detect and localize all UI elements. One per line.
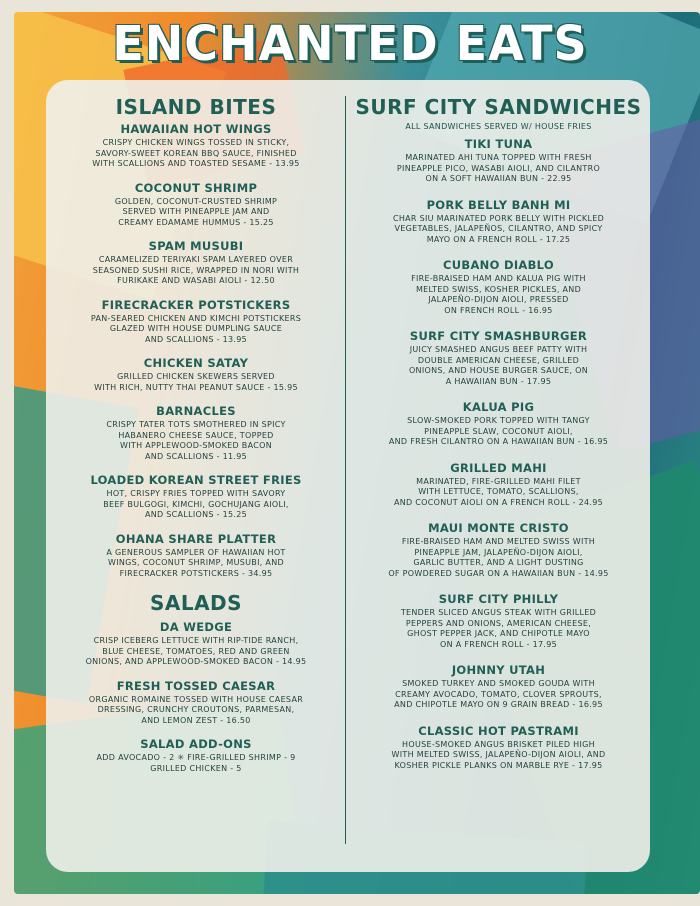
menu-item-name: KALUA PIG xyxy=(462,400,535,414)
menu-item-name: SALAD ADD-ONS xyxy=(140,737,252,751)
menu-item-description: FIRE-BRAISED HAM AND KALUA PIG WITH MELTED SWISS, KOSHER PICKLES, AND JALAPEÑO-DIJON AIOLI, PRESSED ON FRENCH ROLL - 16.95 xyxy=(411,274,586,315)
menu-item-name: SURF CITY PHILLY xyxy=(438,592,559,606)
menu-item-name: DA WEDGE xyxy=(159,620,233,634)
menu-item-name: LOADED KOREAN STREET FRIES xyxy=(90,473,302,487)
menu-item-description: CARAMELIZED TERIYAKI SPAM LAYERED OVER SEASONED SUSHI RICE, WRAPPED IN NORI WITH FURIKAKE AND WASABI AIOLI - 12.50 xyxy=(92,255,300,285)
menu-item xyxy=(355,137,642,185)
sandwiches-list xyxy=(355,137,642,771)
menu-item xyxy=(60,737,332,774)
menu-item-name: SPAM MUSUBI xyxy=(148,239,244,253)
menu-item-name: CLASSIC HOT PASTRAMI xyxy=(418,723,579,738)
menu-item-name: HAWAIIAN HOT WINGS xyxy=(120,122,272,136)
menu-item xyxy=(60,239,332,287)
menu-item-name: BARNACLES xyxy=(156,404,236,418)
menu-item-name: SURF CITY SMASHBURGER xyxy=(409,329,588,343)
menu-item xyxy=(60,620,332,668)
menu-item-description: FIRE-BRAISED HAM AND MELTED SWISS WITH PINEAPPLE JAM, JALAPEÑO-DIJON AIOLI, GARLIC BUTTER, AND A LIGHT DUSTING OF POWDERED SUGAR ON A HAWAIIAN BUN - 14.95 xyxy=(388,537,609,578)
menu-item-name: JOHNNY UTAH xyxy=(451,663,546,677)
menu-item-description: GRILLED CHICKEN SKEWERS SERVED WITH RICH, NUTTY THAI PEANUT SAUCE - 15.95 xyxy=(94,372,298,392)
menu-item-description: CRISP ICEBERG LETTUCE WITH RIP-TIDE RANCH, BLUE CHEESE, TOMATOES, RED AND GREEN ONIONS, AND APPLEWOOD-SMOKED BACON - 14.95 xyxy=(85,636,307,666)
menu-item-description: CRISPY CHICKEN WINGS TOSSED IN STICKY, SAVORY-SWEET KOREAN BBQ SAUCE, FINISHED WITH SCALLIONS AND TOASTED SESAME - 13.95 xyxy=(92,138,300,168)
menu-item xyxy=(355,461,642,509)
salads-list xyxy=(60,620,332,774)
right-column xyxy=(355,94,642,784)
menu-item-name: MAUI MONTE CRISTO xyxy=(428,521,569,535)
menu-item xyxy=(355,198,642,246)
menu-item-description: JUICY SMASHED ANGUS BEEF PATTY WITH DOUBLE AMERICAN CHEESE, GRILLED ONIONS, AND HOUSE BURGER SAUCE, ON A HAWAIIAN BUN - 17.95 xyxy=(408,345,589,386)
menu-item-name: OHANA SHARE PLATTER xyxy=(115,531,277,546)
menu-item xyxy=(355,724,642,772)
menu-item xyxy=(355,400,642,448)
island-bites-list xyxy=(60,122,332,579)
menu-item-description: SMOKED TURKEY AND SMOKED GOUDA WITH CREAMY AVOCADO, TOMATO, CLOVER SPROUTS, AND CHIPOTLE MAYO ON 9 GRAIN BREAD - 16.95 xyxy=(394,679,603,709)
menu-item-name: CHICKEN SATAY xyxy=(143,356,249,370)
menu-item-description: ORGANIC ROMAINE TOSSED WITH HOUSE CAESAR DRESSING, CRUNCHY CROUTONS, PARMESAN, AND LEMON ZEST - 16.50 xyxy=(88,694,304,725)
menu-item-name: COCONUT SHRIMP xyxy=(134,180,258,195)
menu-item-description: A GENEROUS SAMPLER OF HAWAIIAN HOT WINGS, COCONUT SHRIMP, MUSUBI, AND FIRECRACKER POTSTICKERS - 34.95 xyxy=(106,547,286,578)
menu-item-description: MARINATED AHI TUNA TOPPED WITH FRESH PINEAPPLE PICO, WASABI AIOLI, AND CILANTRO ON A SOFT HAWAIIAN BUN - 22.95 xyxy=(396,153,601,183)
restaurant-title: ENCHANTED EATS xyxy=(112,14,588,72)
menu-item-description: CHAR SIU MARINATED PORK BELLY WITH PICKLED VEGETABLES, JALAPEÑOS, CILANTRO, AND SPICY MAYO ON A FRENCH ROLL - 17.25 xyxy=(392,213,605,244)
menu-item xyxy=(355,329,642,387)
menu-item-description: HOT, CRISPY FRIES TOPPED WITH SAVORY BEEF BULGOGI, KIMCHI, GOCHUJANG AIOLI, AND SCALLIONS - 15.25 xyxy=(103,489,289,519)
menu-item xyxy=(355,592,642,650)
menu-item xyxy=(355,521,642,579)
menu-item-description: CRISPY TATER TOTS SMOTHERED IN SPICY HABANERO CHEESE SAUCE, TOPPED WITH APPLEWOOD-SMOKED BACON AND SCALLIONS - 11.95 xyxy=(106,420,286,461)
menu-item xyxy=(60,473,332,521)
section-heading-island-bites: ISLAND BITES xyxy=(115,95,277,119)
menu-item-description: MARINATED, FIRE-GRILLED MAHI FILET WITH LETTUCE, TOMATO, SCALLIONS, AND COCONUT AIOLI ON A FRENCH ROLL - 24.95 xyxy=(393,476,604,507)
menu-item-description: GOLDEN, COCONUT-CRUSTED SHRIMP SERVED WITH PINEAPPLE JAM AND CREAMY EDAMAME HUMMUS - 15.25 xyxy=(114,196,278,227)
menu-item xyxy=(60,404,332,462)
menu-item xyxy=(60,181,332,229)
menu-item xyxy=(60,356,332,393)
menu-item-name: PORK BELLY BANH MI xyxy=(426,197,571,212)
menu-item xyxy=(355,663,642,711)
menu-item-description: TENDER SLICED ANGUS STEAK WITH GRILLED PEPPERS AND ONIONS, AMERICAN CHEESE, GHOST PEPPER JACK, AND CHIPOTLE MAYO ON A FRENCH ROLL - 17.95 xyxy=(400,608,597,649)
menu-item-name: FIRECRACKER POTSTICKERS xyxy=(101,297,291,312)
menu-item-name: CUBANO DIABLO xyxy=(443,258,554,272)
section-heading-salads: SALADS xyxy=(149,591,243,615)
sandwiches-note: ALL SANDWICHES SERVED W/ HOUSE FRIES xyxy=(405,122,592,131)
menu-item xyxy=(60,679,332,727)
column-divider xyxy=(345,96,346,844)
menu-item-name: GRILLED MAHI xyxy=(450,460,547,475)
menu-item-description: SLOW-SMOKED PORK TOPPED WITH TANGY PINEAPPLE SLAW, COCONUT AIOLI, AND FRESH CILANTRO ON A HAWAIIAN BUN - 16.95 xyxy=(388,416,609,446)
menu-item-description: HOUSE-SMOKED ANGUS BRISKET PILED HIGH WITH MELTED SWISS, JALAPEÑO-DIJON AIOLI, AND KOSHER PICKLE PLANKS ON MARBLE RYE - 17.95 xyxy=(391,739,606,770)
left-column xyxy=(60,94,332,785)
menu-item-name: FRESH TOSSED CAESAR xyxy=(116,678,276,693)
menu-item xyxy=(60,298,332,346)
menu-item xyxy=(355,258,642,316)
menu-item-description: ADD AVOCADO - 2 ✳ FIRE-GRILLED SHRIMP - 9 GRILLED CHICKEN - 5 xyxy=(96,753,296,773)
menu-item xyxy=(60,122,332,170)
menu-item-name: TIKI TUNA xyxy=(464,137,533,151)
menu-item-description: PAN-SEARED CHICKEN AND KIMCHI POTSTICKERS GLAZED WITH HOUSE DUMPLING SAUCE AND SCALLIONS - 13.95 xyxy=(90,313,302,344)
menu-item xyxy=(60,532,332,580)
section-heading-sandwiches: SURF CITY SANDWICHES xyxy=(355,95,642,119)
